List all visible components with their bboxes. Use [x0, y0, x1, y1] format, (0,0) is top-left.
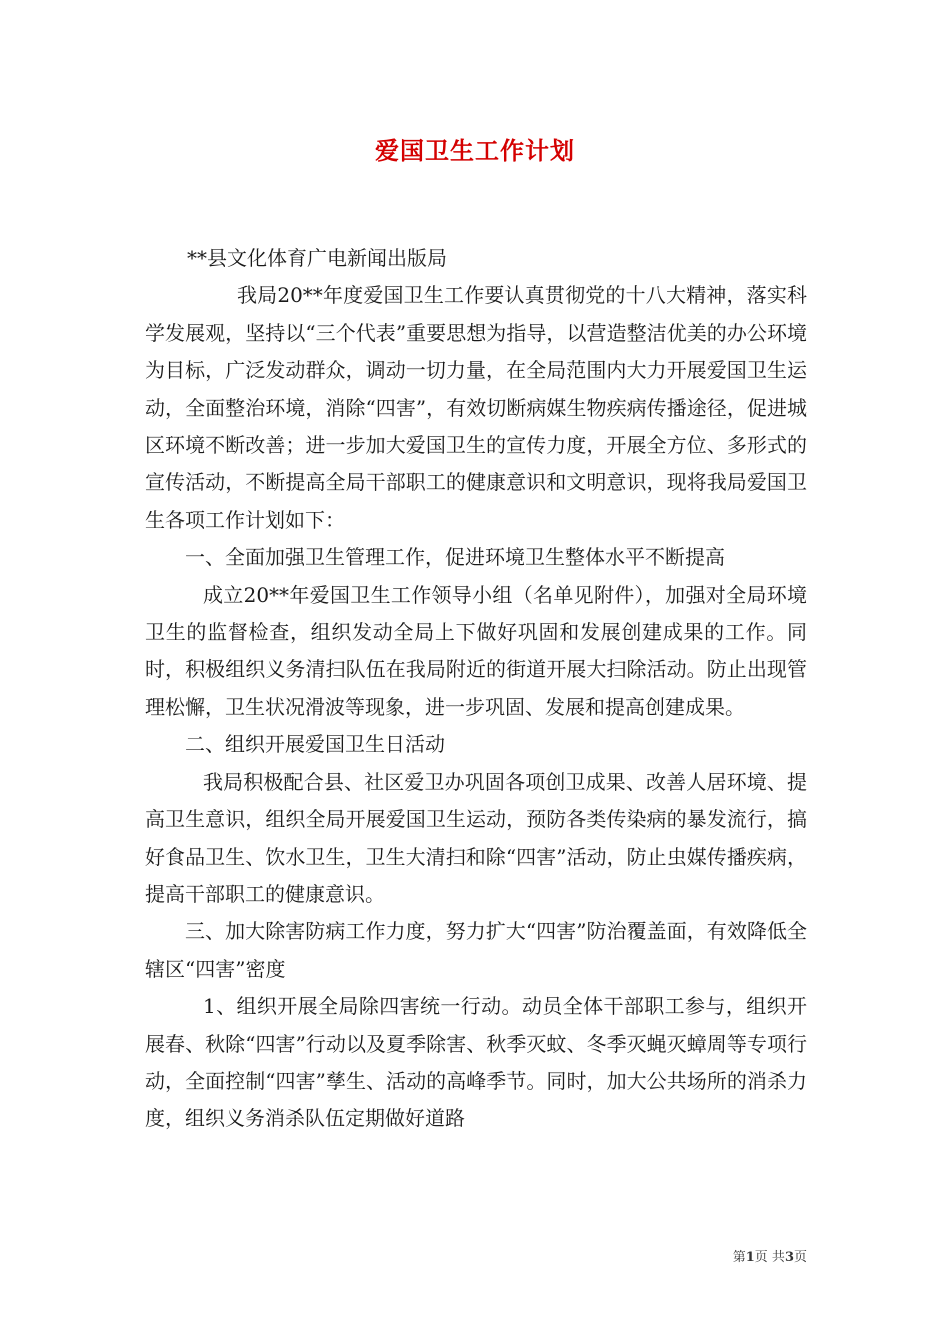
- organization-name: **县文化体育广电新闻出版局: [187, 246, 447, 270]
- paragraph-section-3-item-1: 1、组织开展全局除四害统一行动。动员全体干部职工参与，组织开展春、秋除“四害”行动以及夏季除害、秋季灭蚊、冬季灭蝇灭蟑周等专项行动，全面控制“四害”孳生、活动的高峰季节。同时，加大公共场所的消杀力度，组织义务消杀队伍定期做好道路: [145, 994, 807, 1131]
- section-heading-2: 二、组织开展爱国卫生日活动: [185, 732, 445, 757]
- paragraph-section-2: 我局积极配合县、社区爱卫办巩固各项创卫成果、改善人居环境、提高卫生意识，组织全局开展爱国卫生运动，预防各类传染病的暴发流行，搞好食品卫生、饮水卫生，卫生大清扫和除“四害”活动，防止虫媒传播疾病，提高干部职工的健康意识。: [145, 769, 807, 906]
- footer-total-pages: 3: [784, 1250, 794, 1265]
- document-body: [145, 240, 807, 1138]
- footer-prefix: 第: [732, 1250, 746, 1265]
- footer-suffix: 页: [793, 1250, 807, 1265]
- paragraph-intro: 我局20**年度爱国卫生工作要认真贯彻党的十八大精神，落实科学发展观，坚持以“三个代表”重要思想为指导，以营造整洁优美的办公环境为目标，广泛发动群众，调动一切力量，在全局范围内大力开展爱国卫生运动，全面整治环境，消除“四害”，有效切断病媒生物疾病传播途径，促进城区环境不断改善；进一步加大爱国卫生的宣传力度，开展全方位、多形式的宣传活动，不断提高全局干部职工的健康意识和文明意识，现将我局爱国卫生各项工作计划如下：: [145, 283, 807, 532]
- footer-page-number: 1: [745, 1250, 755, 1265]
- page-footer: [733, 1246, 807, 1265]
- footer-middle: 页 共: [754, 1250, 785, 1265]
- section-heading-1: 一、全面加强卫生管理工作，促进环境卫生整体水平不断提高: [185, 545, 725, 570]
- paragraph-section-1: 成立20**年爱国卫生工作领导小组（名单见附件），加强对全局环境卫生的监督检查，组织发动全局上下做好巩固和发展创建成果的工作。同时，积极组织义务清扫队伍在我局附近的街道开展大扫除活动。防止出现管理松懈，卫生状况滑波等现象，进一步巩固、发展和提高创建成果。: [145, 582, 807, 719]
- document-title: 爱国卫生工作计划: [375, 136, 575, 165]
- section-heading-3: 三、加大除害防病工作力度，努力扩大“四害”防治覆盖面，有效降低全辖区“四害”密度: [145, 919, 807, 981]
